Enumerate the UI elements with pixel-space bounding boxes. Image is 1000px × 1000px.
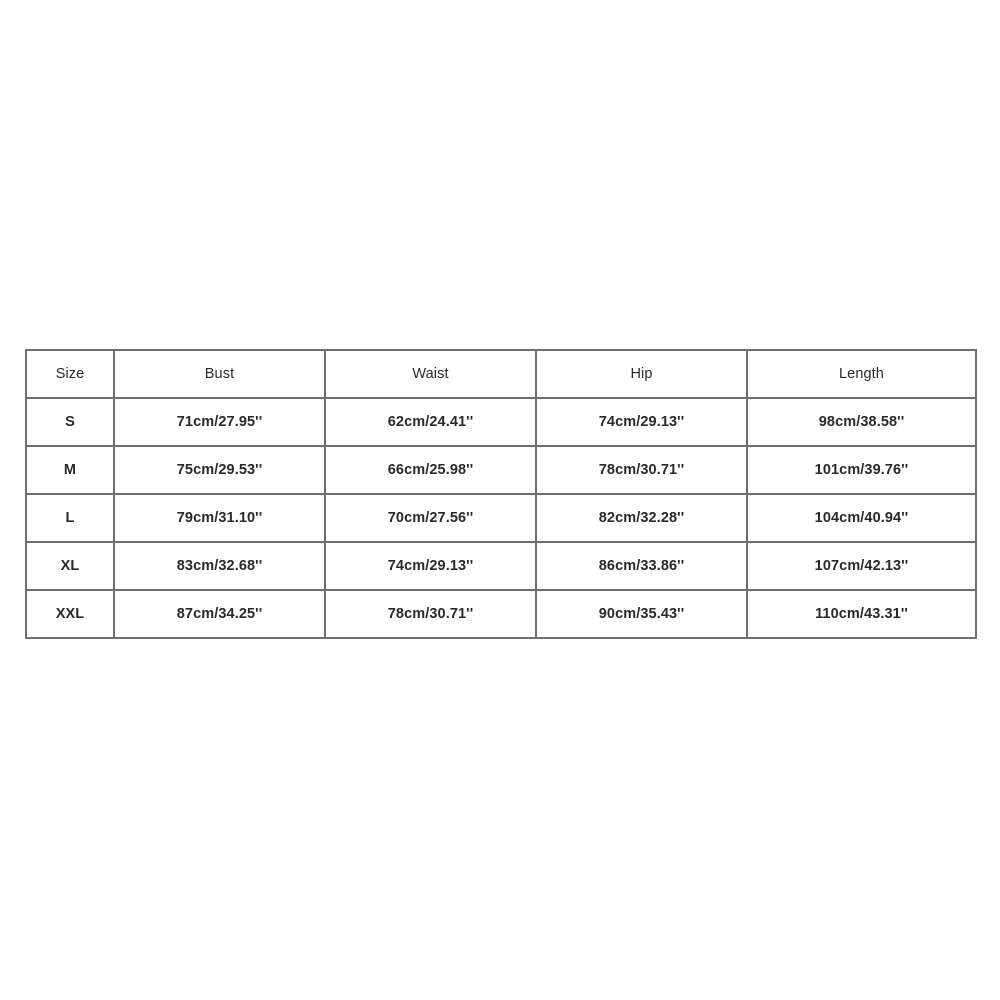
size-cell: L: [26, 494, 114, 542]
header-length: Length: [747, 350, 976, 398]
table-header: [26, 350, 976, 398]
size-cell: M: [26, 446, 114, 494]
header-row: [26, 350, 976, 398]
table-row: [26, 590, 976, 638]
table-row: [26, 446, 976, 494]
waist-cell: 74cm/29.13'': [325, 542, 536, 590]
waist-cell: 70cm/27.56'': [325, 494, 536, 542]
bust-cell: 71cm/27.95'': [114, 398, 325, 446]
bust-cell: 87cm/34.25'': [114, 590, 325, 638]
length-cell: 110cm/43.31'': [747, 590, 976, 638]
bust-cell: 75cm/29.53'': [114, 446, 325, 494]
length-cell: 101cm/39.76'': [747, 446, 976, 494]
bust-cell: 83cm/32.68'': [114, 542, 325, 590]
bust-cell: 79cm/31.10'': [114, 494, 325, 542]
hip-cell: 86cm/33.86'': [536, 542, 747, 590]
header-hip: Hip: [536, 350, 747, 398]
length-cell: 107cm/42.13'': [747, 542, 976, 590]
header-waist: Waist: [325, 350, 536, 398]
length-cell: 98cm/38.58'': [747, 398, 976, 446]
size-cell: XL: [26, 542, 114, 590]
table-row: [26, 494, 976, 542]
hip-cell: 74cm/29.13'': [536, 398, 747, 446]
size-cell: XXL: [26, 590, 114, 638]
table-row: [26, 398, 976, 446]
size-chart-table: [25, 349, 977, 639]
length-cell: 104cm/40.94'': [747, 494, 976, 542]
hip-cell: 78cm/30.71'': [536, 446, 747, 494]
hip-cell: 90cm/35.43'': [536, 590, 747, 638]
waist-cell: 78cm/30.71'': [325, 590, 536, 638]
waist-cell: 66cm/25.98'': [325, 446, 536, 494]
table-body: [26, 398, 976, 638]
hip-cell: 82cm/32.28'': [536, 494, 747, 542]
header-bust: Bust: [114, 350, 325, 398]
size-cell: S: [26, 398, 114, 446]
header-size: Size: [26, 350, 114, 398]
waist-cell: 62cm/24.41'': [325, 398, 536, 446]
table-row: [26, 542, 976, 590]
